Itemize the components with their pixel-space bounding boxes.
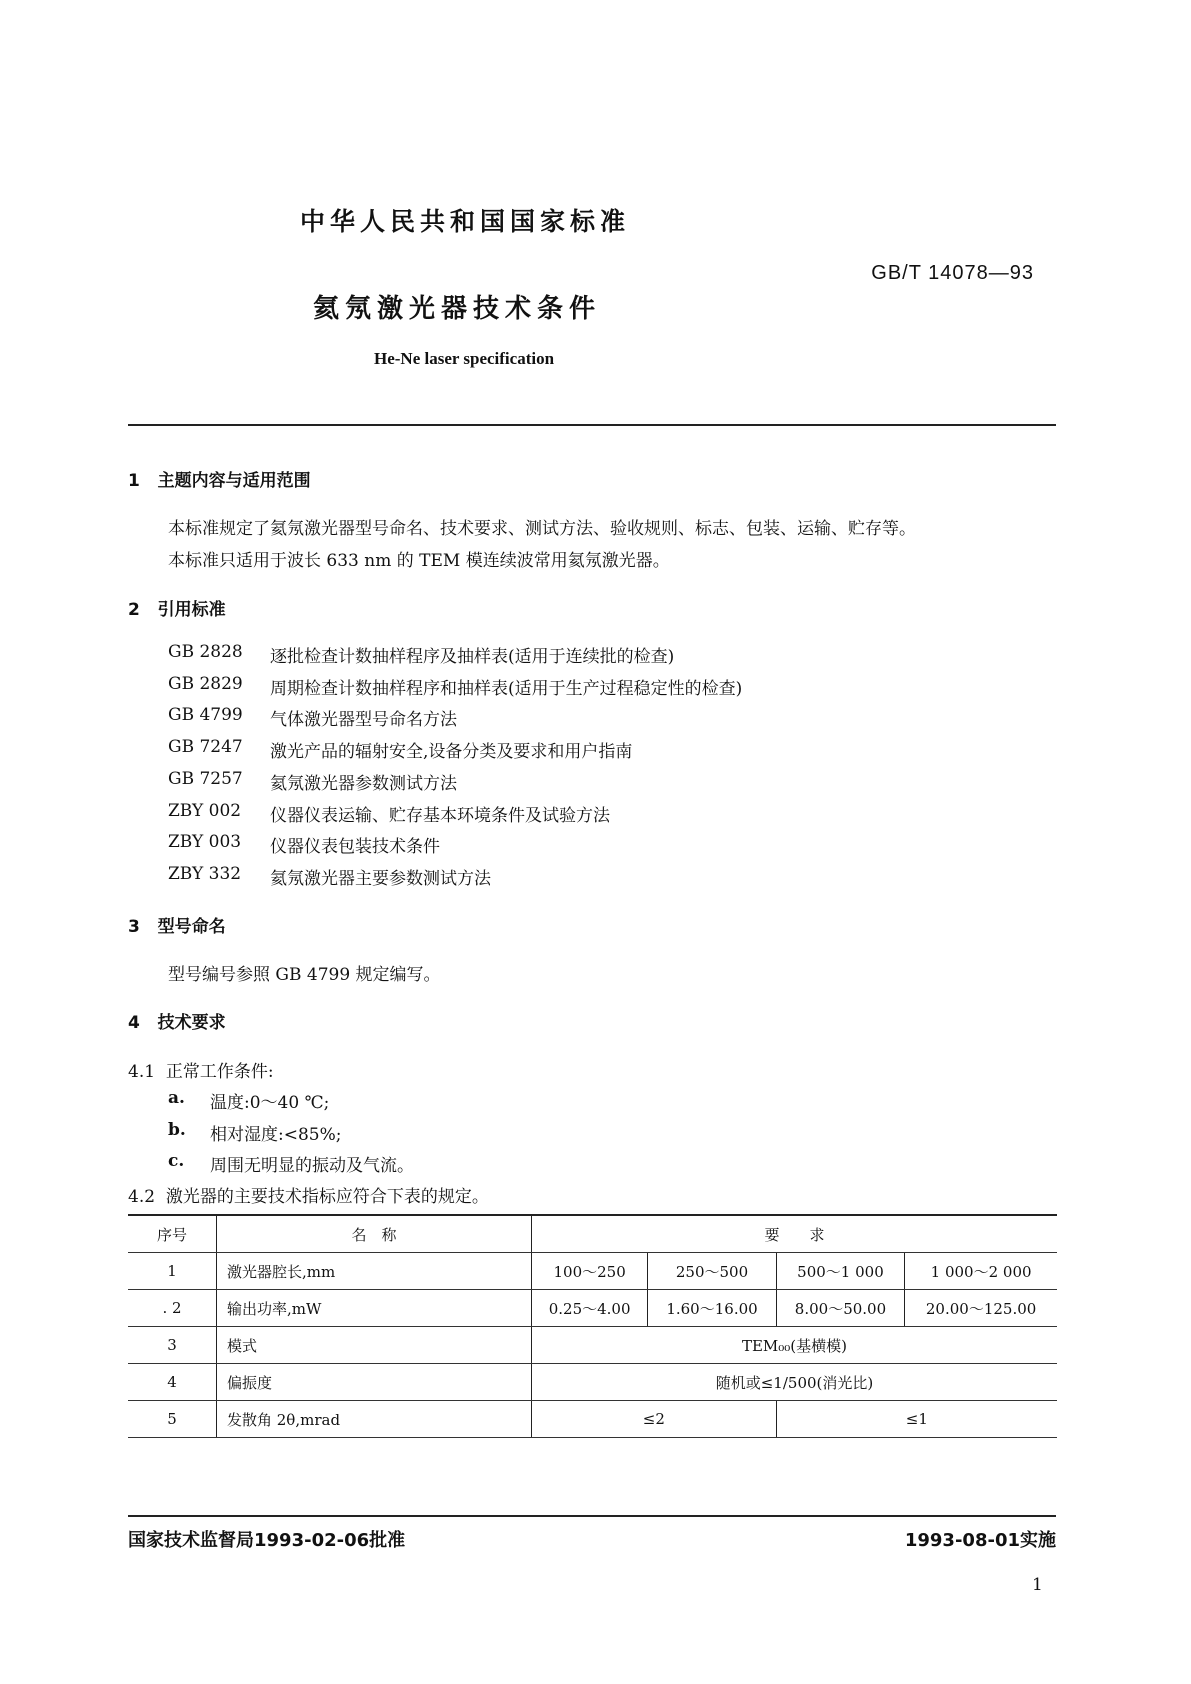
list-item: 周围无明显的振动及气流。	[210, 1156, 414, 1176]
row-value: ≤1	[776, 1401, 1057, 1438]
reference-title: 周期检查计数抽样程序和抽样表(适用于生产过程稳定性的检查)	[270, 678, 743, 699]
row-no: 4	[128, 1364, 217, 1401]
subsection-4-2: 4.2 激光器的主要技术指标应符合下表的规定。	[128, 1187, 489, 1207]
reference-code: GB 2829	[168, 673, 243, 694]
list-item: 温度:0～40 ℃;	[210, 1093, 330, 1113]
list-marker: b.	[168, 1119, 186, 1140]
table-row	[128, 1364, 1057, 1401]
section-1-heading: 1 主题内容与适用范围	[128, 471, 311, 491]
approval-text: 国家技术监督局1993-02-06批准	[128, 1530, 406, 1551]
row-name: 模式	[217, 1327, 532, 1364]
reference-title: 逐批检查计数抽样程序及抽样表(适用于连续批的检查)	[270, 647, 675, 667]
row-no: 3	[128, 1327, 217, 1364]
row-value: ≤2	[532, 1401, 777, 1438]
list-item: 相对湿度:<85%;	[210, 1124, 342, 1145]
row-name: 激光器腔长,mm	[217, 1253, 532, 1290]
reference-title: 激光产品的辐射安全,设备分类及要求和用户指南	[270, 742, 633, 763]
reference-code: ZBY 002	[168, 800, 242, 821]
row-value: 20.00～125.00	[905, 1290, 1057, 1327]
row-name: 输出功率,mW	[217, 1290, 532, 1327]
page-number: 1	[1032, 1575, 1043, 1595]
reference-code: GB 7247	[168, 737, 243, 758]
section-3-heading: 3 型号命名	[128, 917, 226, 937]
reference-code: ZBY 003	[168, 832, 242, 853]
reference-title: 氦氖激光器主要参数测试方法	[270, 868, 491, 889]
reference-code: GB 2828	[168, 642, 243, 662]
section-2-heading: 2 引用标准	[128, 600, 226, 620]
row-value: 随机或≤1/500(消光比)	[532, 1364, 1058, 1401]
row-no: 1	[128, 1253, 217, 1290]
reference-title: 气体激光器型号命名方法	[270, 710, 457, 731]
row-value: 0.25～4.00	[532, 1290, 648, 1327]
row-name: 偏振度	[217, 1364, 532, 1401]
document-title: 氦氖激光器技术条件	[313, 294, 602, 324]
row-value: 8.00～50.00	[776, 1290, 904, 1327]
country-standard-heading: 中华人民共和国国家标准	[300, 207, 631, 236]
subsection-4-1: 4.1 正常工作条件:	[128, 1062, 274, 1082]
section-3-para: 型号编号参照 GB 4799 规定编写。	[168, 965, 441, 985]
header-divider	[128, 424, 1056, 426]
reference-title: 仪器仪表运输、贮存基本环境条件及试验方法	[270, 805, 610, 826]
row-value: 1 000～2 000	[905, 1253, 1057, 1290]
row-value: 1.60～16.00	[648, 1290, 776, 1327]
table-row	[128, 1253, 1057, 1290]
effective-date: 1993-08-01实施	[904, 1530, 1056, 1551]
header-name: 名 称	[217, 1215, 532, 1253]
row-no: 5	[128, 1401, 217, 1438]
section-1-para-1: 本标准规定了氦氖激光器型号命名、技术要求、测试方法、验收规则、标志、包装、运输、贮存等。	[168, 519, 916, 539]
header-requirement: 要 求	[532, 1215, 1058, 1253]
row-value: 500～1 000	[776, 1253, 904, 1290]
reference-title: 仪器仪表包装技术条件	[270, 837, 440, 858]
standard-code: GB/T 14078—93	[871, 262, 1034, 284]
table-row	[128, 1401, 1057, 1438]
section-1-para-2: 本标准只适用于波长 633 nm 的 TEM 模连续波常用氦氖激光器。	[168, 551, 670, 571]
reference-code: ZBY 332	[168, 863, 242, 884]
reference-title: 氦氖激光器参数测试方法	[270, 773, 457, 794]
row-no: . 2	[128, 1290, 217, 1327]
table-row	[128, 1327, 1057, 1364]
footer-divider	[128, 1515, 1056, 1517]
row-value: TEM₀₀(基横模)	[532, 1327, 1058, 1364]
reference-code: GB 4799	[168, 705, 243, 726]
section-4-heading: 4 技术要求	[128, 1013, 226, 1033]
header-no: 序号	[128, 1215, 217, 1253]
table-row	[128, 1290, 1057, 1327]
row-value: 250～500	[648, 1253, 776, 1290]
spec-table	[128, 1214, 1057, 1438]
row-name: 发散角 2θ,mrad	[217, 1401, 532, 1438]
row-value: 100～250	[532, 1253, 648, 1290]
list-marker: c.	[168, 1151, 185, 1171]
english-title: He-Ne laser specification	[374, 349, 555, 368]
reference-code: GB 7257	[168, 768, 243, 789]
list-marker: a.	[168, 1088, 185, 1108]
table-header-row	[128, 1215, 1057, 1253]
